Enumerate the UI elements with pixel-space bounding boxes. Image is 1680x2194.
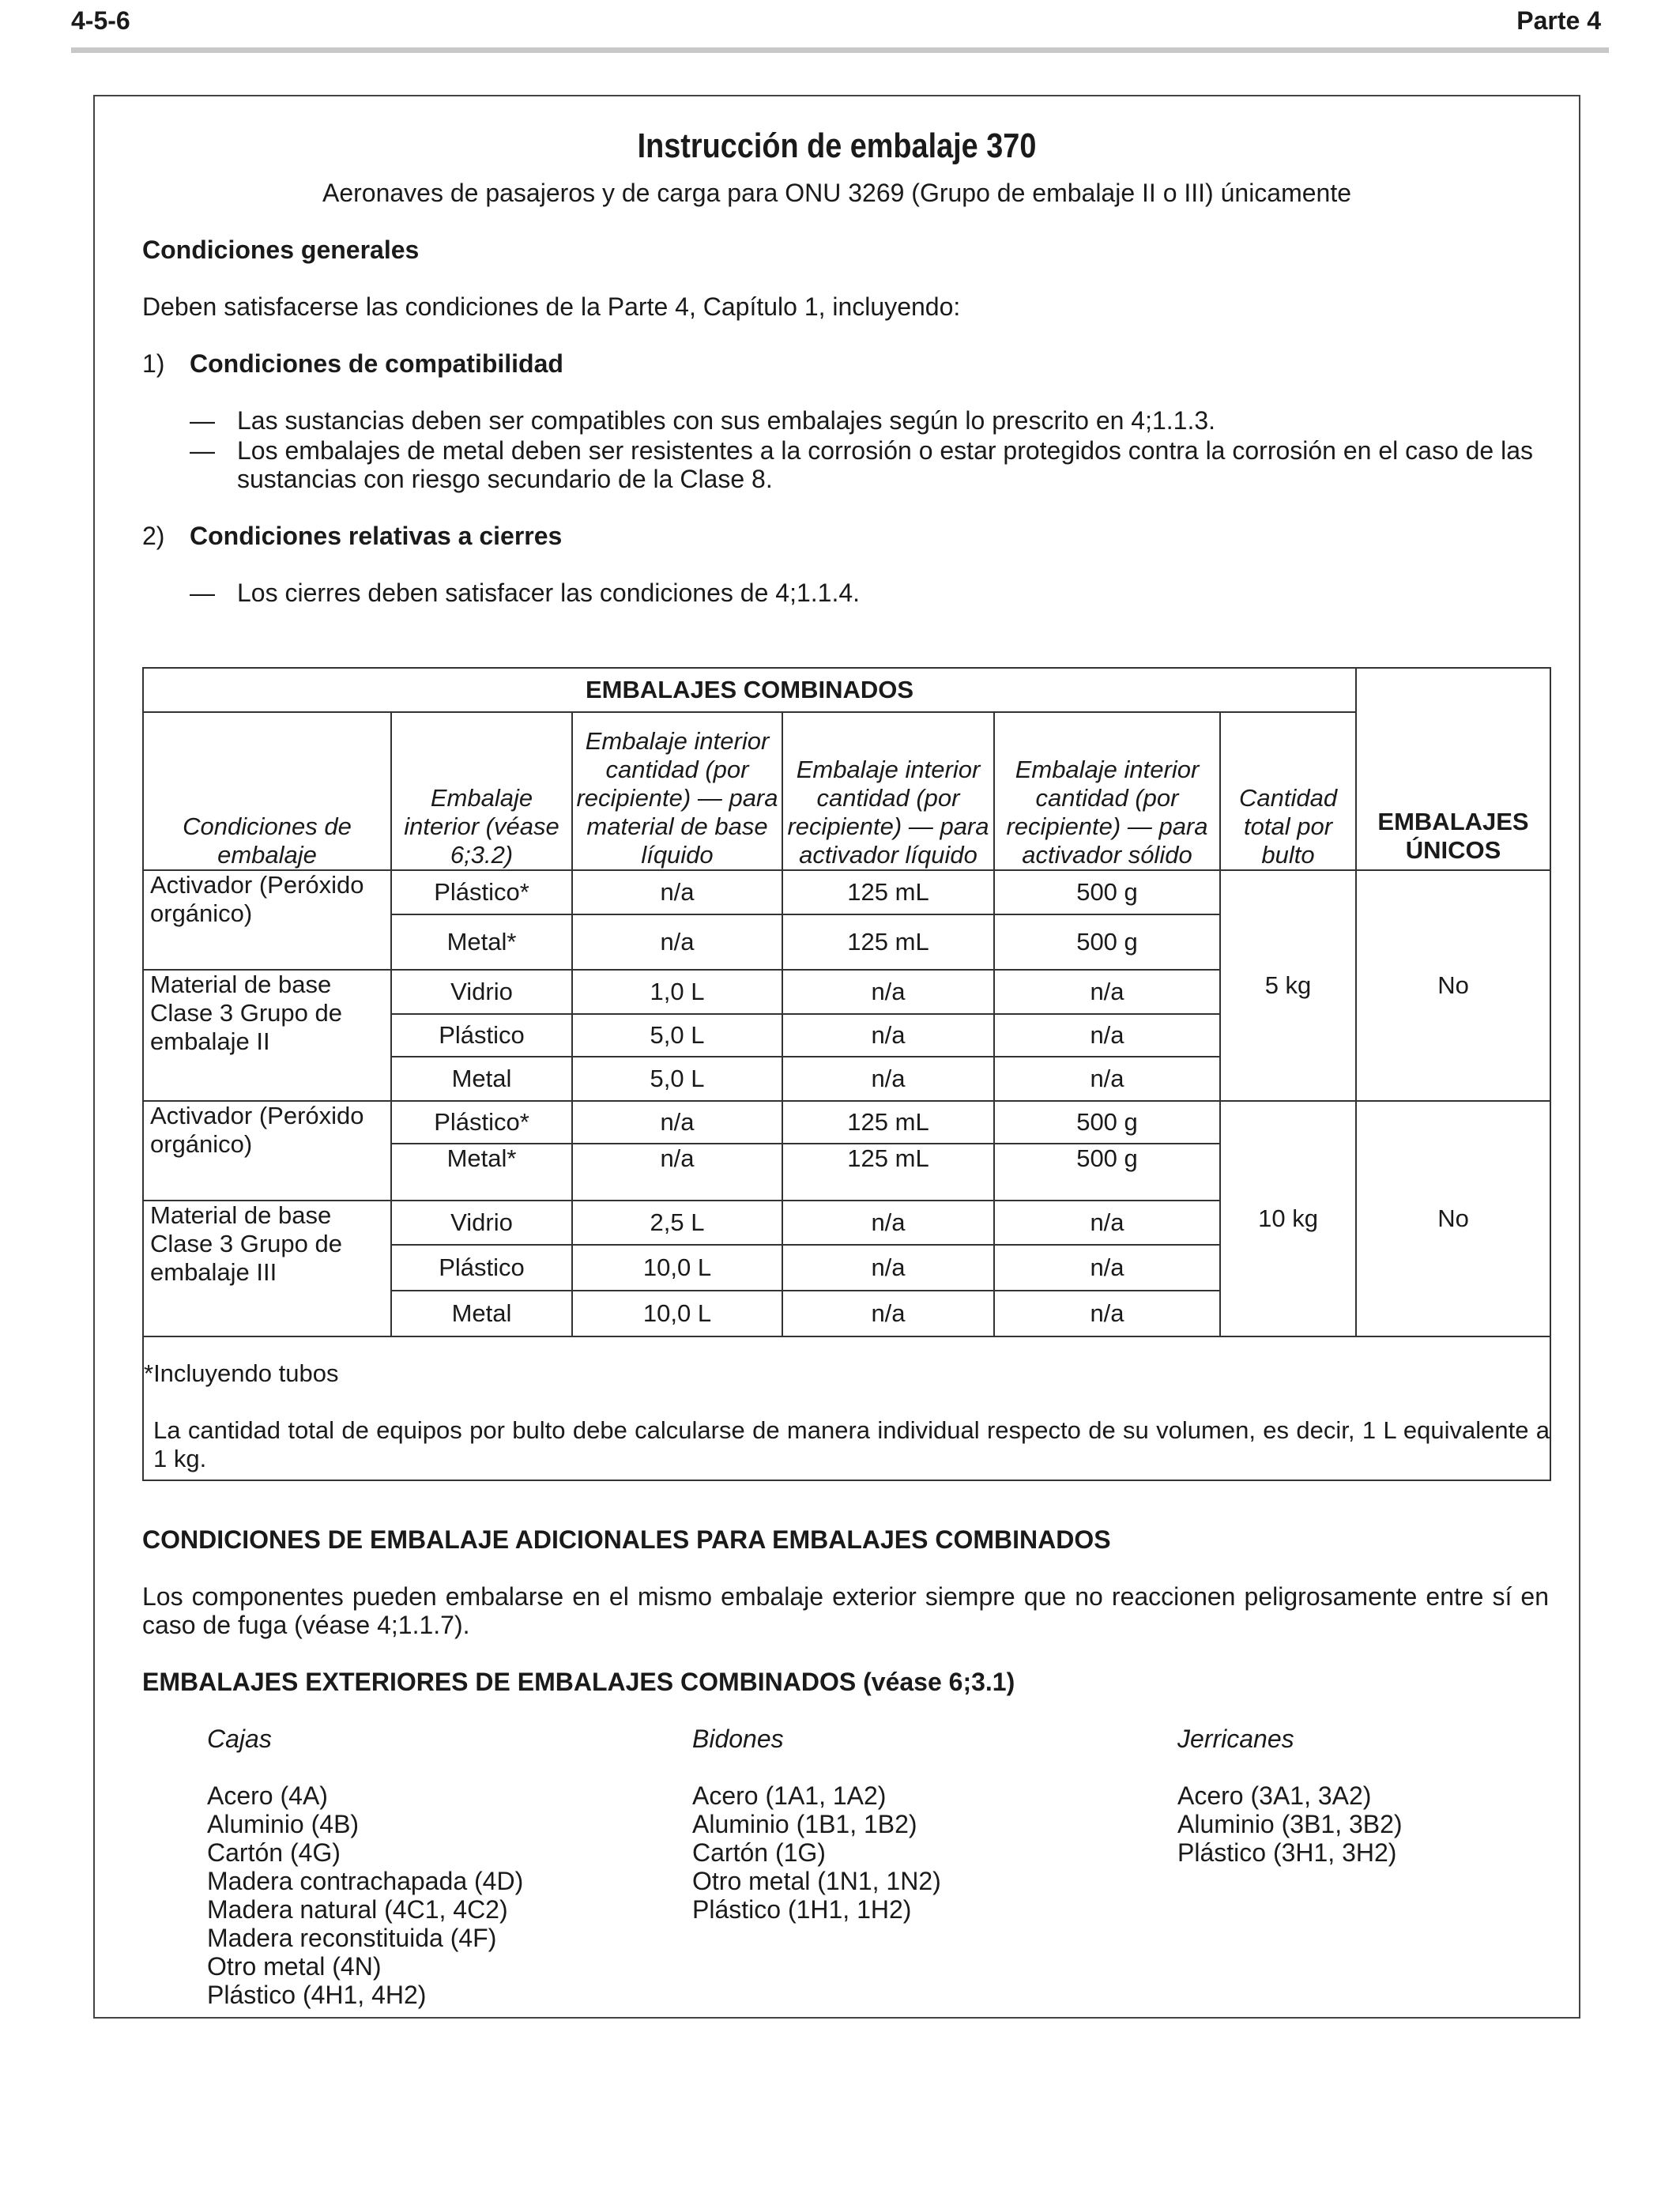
table-cell: 500 g <box>994 1101 1220 1144</box>
group1-activator: Activador (Peróxido orgánico) <box>143 870 391 970</box>
outer-column-jerricans <box>1177 1725 1541 1867</box>
table-cell: 10,0 L <box>572 1245 782 1291</box>
list-item: Acero (1A1, 1A2) <box>692 1781 887 1810</box>
bullet-2-text: Los embalajes de metal deben ser resistentes a la corrosión o estar protegidos contra la corrosión en el caso de las sustancias con riesgo secundario de la Clase 8. <box>237 436 1534 493</box>
dash-mark: — <box>190 436 215 465</box>
group1-base: Material de base Clase 3 Grupo de embalaje II <box>143 970 391 1101</box>
table-cell: 125 mL <box>782 1101 994 1144</box>
table-cell: 125 mL <box>782 870 994 914</box>
additional-text: Los componentes pueden embalarse en el mismo embalaje exterior siempre que no reaccionen peligrosamente entre sí en caso de fuga (véase 4;1.1.7). <box>142 1582 1549 1639</box>
table-cell: 500 g <box>994 914 1220 970</box>
group2-base: Material de base Clase 3 Grupo de embalaje III <box>143 1201 391 1336</box>
dash-mark: — <box>190 579 215 607</box>
table-cell: 125 mL <box>782 1144 994 1201</box>
additional-heading: CONDICIONES DE EMBALAJE ADICIONALES PARA EMBALAJES COMBINADOS <box>142 1525 1111 1554</box>
table-cell: 500 g <box>994 870 1220 914</box>
table-cell: n/a <box>994 1291 1220 1336</box>
table-cell: Plástico* <box>391 870 572 914</box>
table-cell: n/a <box>994 1245 1220 1291</box>
item1-title: Condiciones de compatibilidad <box>190 349 563 378</box>
item2-number: 2) <box>142 522 165 550</box>
list-item: Plástico (4H1, 4H2) <box>207 1981 427 2009</box>
item2-title: Condiciones relativas a cierres <box>190 522 563 550</box>
list-item: Madera contrachapada (4D) <box>207 1867 524 1895</box>
table-cell: 5,0 L <box>572 1057 782 1101</box>
outer-heading: EMBALAJES EXTERIORES DE EMBALAJES COMBINADOS (véase 6;3.1) <box>142 1668 1015 1696</box>
table-cell: n/a <box>782 1291 994 1336</box>
list-item: Acero (4A) <box>207 1781 328 1810</box>
table-cell: n/a <box>572 1101 782 1144</box>
list-item: Aluminio (1B1, 1B2) <box>692 1810 917 1838</box>
list-item: Madera reconstituida (4F) <box>207 1924 497 1952</box>
list-item: Acero (3A1, 3A2) <box>1177 1781 1372 1810</box>
outer-column-drums <box>692 1725 1135 1924</box>
bullet-3-text: Los cierres deben satisfacer las condiciones de 4;1.1.4. <box>237 579 861 607</box>
table-cell: Plástico* <box>391 1101 572 1144</box>
col-header-inner: Embalaje interior (véase 6;3.2) <box>391 712 572 870</box>
group2-total: 10 kg <box>1220 1101 1356 1336</box>
outer-column-title: Jerricanes <box>1177 1725 1294 1753</box>
footnote-tubes: *Incluyendo tubos <box>144 1359 339 1387</box>
table-cell: Metal <box>391 1291 572 1336</box>
table-cell: Plástico <box>391 1014 572 1057</box>
table-cell: 5,0 L <box>572 1014 782 1057</box>
footnote-quantity: La cantidad total de equipos por bulto debe calcularse de manera individual respecto de su volumen, es decir, 1 L equivalente a 1 kg. <box>153 1416 1550 1472</box>
table-cell: 500 g <box>994 1144 1220 1201</box>
table-cell: n/a <box>994 970 1220 1014</box>
table-cell: Metal* <box>391 1144 572 1201</box>
general-heading: Condiciones generales <box>142 236 420 264</box>
footnote-row <box>143 1336 1550 1480</box>
outer-column-title: Cajas <box>207 1725 272 1753</box>
table-cell: 2,5 L <box>572 1201 782 1245</box>
item1-number: 1) <box>142 349 165 378</box>
group1-single: No <box>1356 870 1550 1101</box>
list-item: Otro metal (4N) <box>207 1952 382 1981</box>
list-item: Cartón (4G) <box>207 1838 341 1867</box>
list-item: Cartón (1G) <box>692 1838 826 1867</box>
table-cell: n/a <box>782 1057 994 1101</box>
col-header-base-liquid: Embalaje interior cantidad (por recipiente) — para material de base líquido <box>572 712 782 870</box>
bullet-1-text: Las sustancias deben ser compatibles con sus embalajes según lo prescrito en 4;1.1.3. <box>237 406 1216 435</box>
combined-packaging-header: EMBALAJES COMBINADOS <box>143 668 1356 712</box>
group2-activator: Activador (Peróxido orgánico) <box>143 1101 391 1201</box>
table-cell: n/a <box>782 970 994 1014</box>
table-cell: Vidrio <box>391 970 572 1014</box>
list-item: Otro metal (1N1, 1N2) <box>692 1867 941 1895</box>
table-cell: n/a <box>572 1144 782 1201</box>
group1-total: 5 kg <box>1220 870 1356 1101</box>
table-row <box>143 1101 1550 1144</box>
table-cell: 1,0 L <box>572 970 782 1014</box>
table-cell: 125 mL <box>782 914 994 970</box>
general-intro: Deben satisfacerse las condiciones de la Parte 4, Capítulo 1, incluyendo: <box>142 292 961 321</box>
table-cell: n/a <box>572 870 782 914</box>
outer-column-title: Bidones <box>692 1725 784 1753</box>
col-header-conditions: Condiciones de embalaje <box>143 712 391 870</box>
table-cell: Metal <box>391 1057 572 1101</box>
instruction-frame <box>93 95 1580 2019</box>
dash-mark: — <box>190 406 215 435</box>
table-cell: Plástico <box>391 1245 572 1291</box>
table-cell: Vidrio <box>391 1201 572 1245</box>
list-item: Aluminio (3B1, 3B2) <box>1177 1810 1403 1838</box>
instruction-title: Instrucción de embalaje 370 <box>637 126 1037 165</box>
table-cell: Metal* <box>391 914 572 970</box>
single-packaging-header: EMBALAJES ÚNICOS <box>1356 668 1550 870</box>
table-row <box>143 870 1550 914</box>
table-cell: n/a <box>572 914 782 970</box>
table-cell: n/a <box>782 1245 994 1291</box>
list-item: Plástico (1H1, 1H2) <box>692 1895 912 1924</box>
list-item: Aluminio (4B) <box>207 1810 360 1838</box>
part-label: Parte 4 <box>1516 6 1601 35</box>
table-cell: n/a <box>782 1201 994 1245</box>
header-rule <box>71 47 1609 53</box>
list-item: Madera natural (4C1, 4C2) <box>207 1895 508 1924</box>
footnote-cell <box>143 1336 1550 1480</box>
col-header-activator-liquid: Embalaje interior cantidad (por recipiente) — para activador líquido <box>782 712 994 870</box>
table-cell: n/a <box>994 1057 1220 1101</box>
bullet-2 <box>190 436 1533 499</box>
table-cell: 10,0 L <box>572 1291 782 1336</box>
bullet-3 <box>190 579 1533 610</box>
table-cell: n/a <box>782 1014 994 1057</box>
table-cell: n/a <box>994 1201 1220 1245</box>
col-header-activator-solid: Embalaje interior cantidad (por recipiente) — para activador sólido <box>994 712 1220 870</box>
table-cell: n/a <box>994 1014 1220 1057</box>
outer-column-boxes <box>207 1725 650 2009</box>
instruction-subtitle: Aeronaves de pasajeros y de carga para ONU 3269 (Grupo de embalaje II o III) únicamente <box>322 179 1352 207</box>
col-header-total: Cantidad total por bulto <box>1220 712 1356 870</box>
bullet-1 <box>190 406 1533 438</box>
group2-single: No <box>1356 1101 1550 1336</box>
list-item: Plástico (3H1, 3H2) <box>1177 1838 1397 1867</box>
page-number: 4-5-6 <box>71 6 130 35</box>
packing-table <box>142 667 1551 1481</box>
